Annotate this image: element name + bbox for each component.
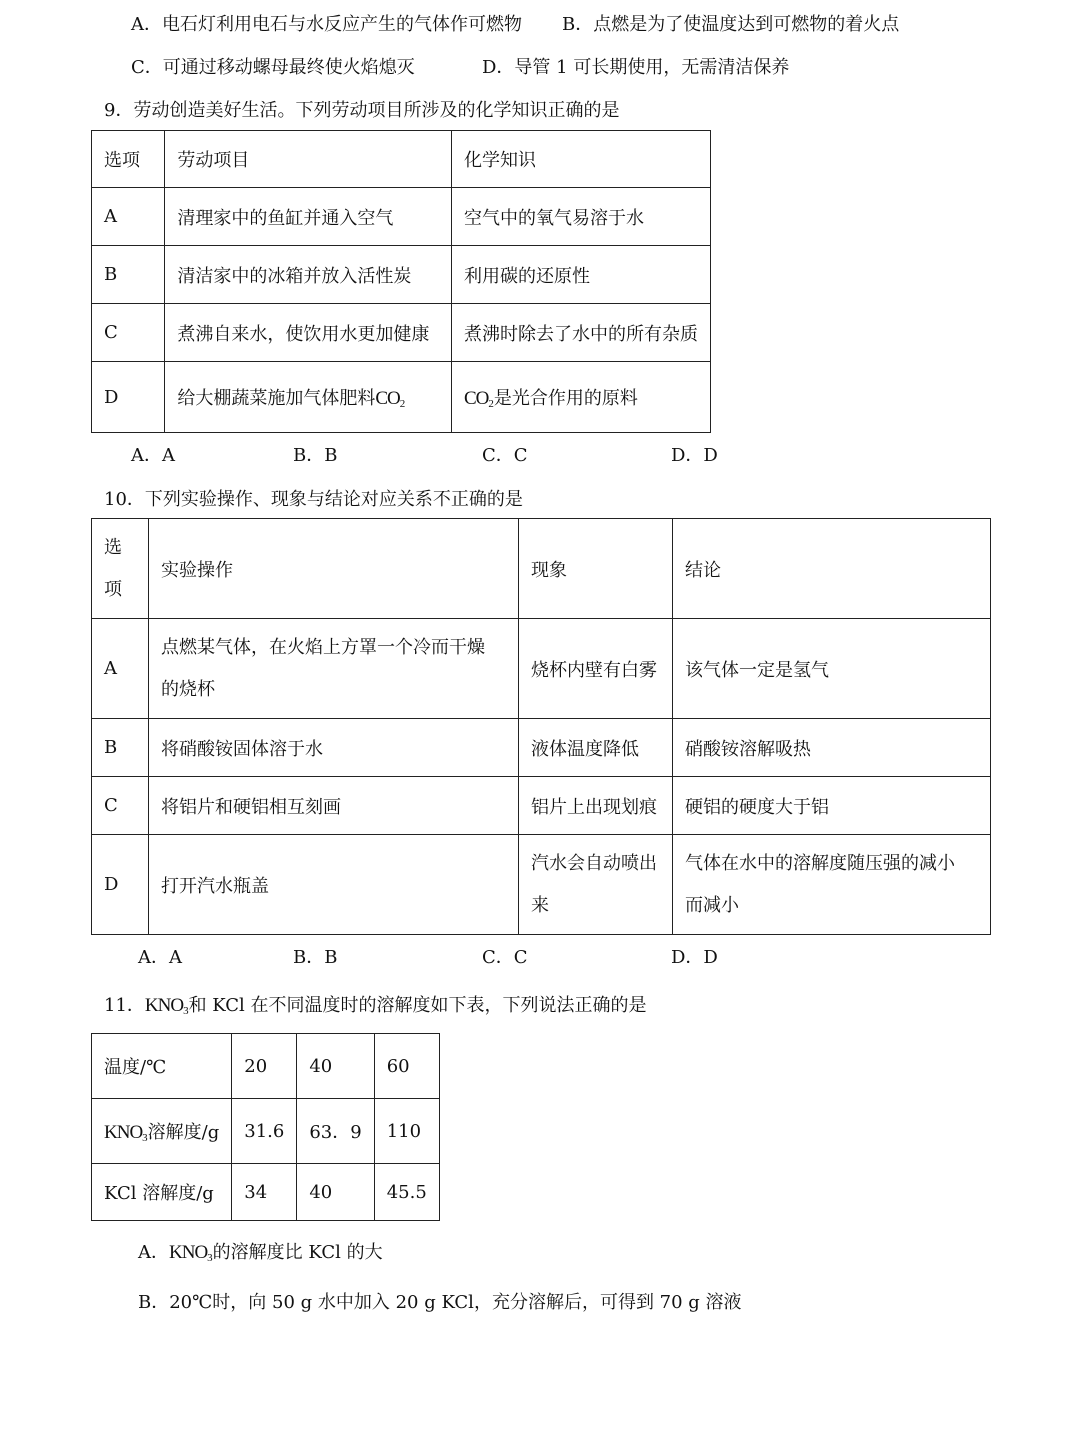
q10-answer-a: A．A — [138, 947, 182, 968]
q9-answer-c: C．C — [482, 445, 528, 466]
q11-cell: 40 — [297, 1164, 374, 1221]
q9-row-knowledge: 利用碳的还原性 — [452, 246, 711, 304]
q11-cell: 60 — [374, 1034, 439, 1099]
q10-row-opt: A — [92, 619, 149, 719]
q9-row-opt: C — [92, 304, 165, 362]
q9-row-knowledge — [452, 362, 711, 433]
q10-row-conclusion: 硝酸铵溶解吸热 — [673, 719, 991, 777]
q10-row-operation: 将铝片和硬铝相互刻画 — [149, 777, 519, 835]
co2-formula-sub: 2 — [399, 398, 406, 410]
q10-table — [91, 518, 991, 935]
co2-formula-sub: 2 — [488, 398, 494, 410]
q10-header-opt-2: 项 — [104, 578, 122, 600]
table-row — [92, 1034, 440, 1099]
q9-row-opt: A — [92, 188, 165, 246]
q11-row-label: KCl 溶解度/g — [92, 1164, 232, 1221]
q9-row-opt: D — [92, 362, 165, 433]
q11-option-a-prefix: A． — [138, 1242, 169, 1263]
q10-row-conclusion-line2: 而减小 — [685, 894, 739, 916]
q11-cell: 40 — [297, 1034, 374, 1099]
q9-row-item: 煮沸自来水，使饮用水更加健康 — [165, 304, 452, 362]
table-row — [92, 719, 991, 777]
q9-row-item: 清理家中的鱼缸并通入空气 — [165, 188, 452, 246]
q11-solubility-table — [91, 1033, 440, 1221]
table-row — [92, 619, 991, 719]
q10-row-conclusion — [673, 835, 991, 935]
q11-cell: 63．9 — [297, 1099, 374, 1164]
q10-answer-c: C．C — [482, 947, 528, 968]
q10-row-phenomenon — [519, 835, 673, 935]
table-row — [92, 304, 711, 362]
kno3-formula — [145, 995, 189, 1016]
kno3-formula-sub: 3 — [142, 1132, 148, 1144]
q9-row-item — [165, 362, 452, 433]
table-row — [92, 1099, 440, 1164]
kno3-formula — [104, 1122, 148, 1143]
q10-answer-b: B．B — [293, 947, 338, 968]
q8-option-c: C．可通过移动螺母最终使火焰熄灭 — [131, 57, 415, 78]
table-row — [92, 835, 991, 935]
q11-option-b: B．20℃时，向 50 g 水中加入 20 g KCl，充分溶解后，可得到 70 g 溶液 — [138, 1292, 742, 1313]
q8-option-b: B．点燃是为了使温度达到可燃物的着火点 — [562, 14, 900, 35]
q10-row-phenomenon: 液体温度降低 — [519, 719, 673, 777]
q10-header-phenomenon: 现象 — [519, 519, 673, 619]
co2-formula — [464, 388, 494, 409]
q10-row-conclusion: 该气体一定是氢气 — [673, 619, 991, 719]
q9-row-knowledge-text: 是光合作用的原料 — [493, 388, 638, 409]
q10-row-opt: C — [92, 777, 149, 835]
q11-cell: 45.5 — [374, 1164, 439, 1221]
q9-row-knowledge: 煮沸时除去了水中的所有杂质 — [452, 304, 711, 362]
kno3-formula-main: KNO — [144, 995, 184, 1016]
co2-formula-main: CO — [375, 388, 400, 409]
table-row — [92, 362, 711, 433]
q10-row-operation-line2: 的烧杯 — [161, 678, 215, 700]
q9-header-opt: 选项 — [92, 131, 165, 188]
q10-row-opt: B — [92, 719, 149, 777]
q11-option-a — [138, 1238, 383, 1268]
q11-option-a-text: 的溶解度比 KCl 的大 — [212, 1242, 383, 1263]
q10-answer-d: D．D — [671, 947, 718, 968]
table-row — [92, 246, 711, 304]
q9-answer-a: A．A — [131, 445, 175, 466]
q9-row-opt: B — [92, 246, 165, 304]
q10-header-row — [92, 519, 991, 619]
q9-answer-d: D．D — [671, 445, 718, 466]
q8-option-d: D．导管 1 可长期使用，无需清洁保养 — [482, 57, 790, 78]
q10-row-opt: D — [92, 835, 149, 935]
q11-row-label — [92, 1099, 232, 1164]
q10-header-opt — [92, 519, 149, 619]
q9-answer-b: B．B — [293, 445, 338, 466]
q10-header-opt-1: 选 — [104, 536, 122, 558]
q10-row-operation: 将硝酸铵固体溶于水 — [149, 719, 519, 777]
q11-row-label: 温度/℃ — [92, 1034, 232, 1099]
q9-row-item-text: 给大棚蔬菜施加气体肥料 — [177, 388, 376, 409]
table-row — [92, 1164, 440, 1221]
q9-header-row — [92, 131, 711, 188]
q11-cell: 31.6 — [232, 1099, 297, 1164]
q11-row-label-text: 溶解度/g — [147, 1122, 220, 1143]
q10-row-phenomenon-line2: 来 — [531, 894, 549, 916]
q9-stem: 9．劳动创造美好生活。下列劳动项目所涉及的化学知识正确的是 — [104, 100, 620, 121]
q9-header-item: 劳动项目 — [165, 131, 452, 188]
kno3-formula-sub: 3 — [183, 1005, 189, 1017]
q9-row-item: 清洁家中的冰箱并放入活性炭 — [165, 246, 452, 304]
kno3-formula-main: KNO — [169, 1242, 208, 1263]
q8-option-a: A．电石灯利用电石与水反应产生的气体作可燃物 — [131, 14, 522, 35]
q9-table — [91, 130, 711, 433]
q10-row-phenomenon: 烧杯内壁有白雾 — [519, 619, 673, 719]
q10-header-conclusion: 结论 — [673, 519, 991, 619]
q9-row-knowledge: 空气中的氧气易溶于水 — [452, 188, 711, 246]
q10-row-operation — [149, 619, 519, 719]
q9-header-knowledge: 化学知识 — [452, 131, 711, 188]
table-row — [92, 188, 711, 246]
q10-row-conclusion-line1: 气体在水中的溶解度随压强的减小 — [685, 852, 955, 874]
q10-row-phenomenon-line1: 汽水会自动喷出 — [531, 852, 657, 874]
q11-stem — [104, 991, 647, 1021]
kno3-formula-main: KNO — [104, 1122, 143, 1143]
q11-cell: 34 — [232, 1164, 297, 1221]
q10-header-operation: 实验操作 — [149, 519, 519, 619]
q10-row-operation-line1: 点燃某气体，在火焰上方罩一个冷而干燥 — [161, 636, 485, 658]
table-row — [92, 777, 991, 835]
q11-cell: 110 — [374, 1099, 439, 1164]
q11-number: 11． — [104, 995, 145, 1016]
co2-formula-main: CO — [464, 388, 489, 409]
q10-row-operation: 打开汽水瓶盖 — [149, 835, 519, 935]
kno3-formula — [169, 1242, 213, 1263]
q10-row-phenomenon: 铝片上出现划痕 — [519, 777, 673, 835]
q11-cell: 20 — [232, 1034, 297, 1099]
co2-formula — [375, 388, 405, 409]
kno3-formula-sub: 3 — [207, 1252, 213, 1264]
q10-row-conclusion: 硬铝的硬度大于铝 — [673, 777, 991, 835]
q10-stem: 10．下列实验操作、现象与结论对应关系不正确的是 — [104, 489, 523, 510]
q11-stem-text: 和 KCl 在不同温度时的溶解度如下表，下列说法正确的是 — [188, 995, 647, 1016]
